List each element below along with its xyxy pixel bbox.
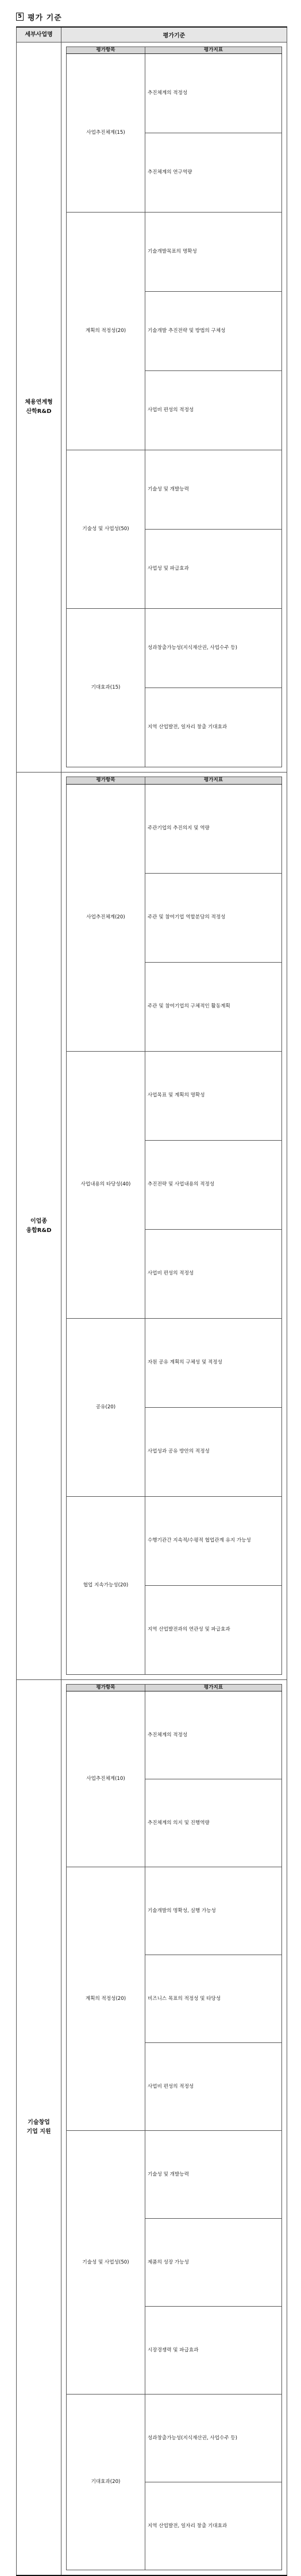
header-eval-indicator: 평가지표 (145, 777, 282, 784)
eval-indicator: 주관 및 참여기업의 구체적인 활동계획 (145, 962, 282, 1051)
criteria-cell (61, 43, 287, 773)
table-row (67, 450, 282, 530)
sub-program-name-line: 체용연계형 (25, 399, 53, 406)
eval-indicator: 사업성과 공유 방안의 적정성 (145, 1407, 282, 1496)
eval-indicator: 사업비 편성의 적정성 (145, 1229, 282, 1318)
eval-item: 사업추진체계(20) (67, 784, 145, 1051)
header-eval-item: 평가항목 (67, 47, 145, 54)
table-row (67, 609, 282, 688)
criteria-wrap (61, 43, 287, 772)
eval-item: 사업내용의 타당성(40) (67, 1051, 145, 1318)
table-row (67, 2395, 282, 2482)
section-row (17, 773, 287, 1679)
eval-indicator: 수행기관간 지속적/수평적 협업관계 유지 가능성 (145, 1496, 282, 1585)
criteria-cell (61, 1679, 287, 2575)
eval-indicator: 제품의 성장 가능성 (145, 2219, 282, 2307)
eval-indicator: 시장경쟁력 및 파급효과 (145, 2307, 282, 2395)
sub-program-name-line: 산학R&D (26, 408, 52, 415)
eval-indicator: 지역 산업발전, 일자리 창출 기대효과 (145, 688, 282, 767)
criteria-header-row (67, 777, 282, 784)
sub-program-name (17, 1679, 61, 2575)
table-row (67, 213, 282, 292)
criteria-table (66, 777, 282, 1674)
eval-indicator: 주관 및 참여기업 역할분담의 적정성 (145, 873, 282, 962)
eval-indicator: 사업비 편성의 적정성 (145, 2043, 282, 2131)
eval-indicator: 사업목표 및 계획의 명확성 (145, 1051, 282, 1140)
eval-item: 계획의 적정성(20) (67, 1867, 145, 2131)
criteria-wrap (61, 1680, 287, 2575)
header-eval-indicator: 평가지표 (145, 1684, 282, 1691)
eval-indicator: 지역 산업발전과의 연관성 및 파급효과 (145, 1585, 282, 1674)
table-row (67, 784, 282, 873)
evaluation-criteria-table (16, 26, 287, 2576)
table-row (67, 1691, 282, 1779)
eval-indicator: 기술개발의 명확성, 실행 가능성 (145, 1867, 282, 1955)
outer-body (17, 43, 287, 2576)
criteria-table (66, 47, 282, 767)
eval-indicator: 추진체계의 적정성 (145, 54, 282, 133)
criteria-header-row (67, 47, 282, 54)
section-row (17, 1679, 287, 2575)
eval-indicator: 자원 공유 계획의 구체성 및 적정성 (145, 1318, 282, 1407)
table-row (67, 2131, 282, 2219)
section-number-box: 5 (16, 13, 24, 21)
sub-program-name-line: 이업종 (30, 1218, 47, 1225)
sub-program-name-line: 융합R&D (26, 1227, 52, 1234)
eval-indicator: 사업성 및 파급효과 (145, 530, 282, 609)
table-row (67, 1051, 282, 1140)
eval-indicator: 추진전략 및 사업내용의 적정성 (145, 1140, 282, 1229)
criteria-header-row (67, 1684, 282, 1691)
sub-program-name-line: 기업 지원 (26, 2129, 51, 2135)
eval-item: 협업 지속가능성(20) (67, 1496, 145, 1674)
eval-indicator: 비즈니스 목표의 적정성 및 타당성 (145, 1955, 282, 2043)
eval-indicator: 기술성 및 개발능력 (145, 450, 282, 530)
eval-item: 기대효과(20) (67, 2395, 145, 2570)
eval-indicator: 주관기업의 추진의지 및 역량 (145, 784, 282, 873)
table-row (67, 1318, 282, 1407)
eval-item: 사업추진체계(15) (67, 54, 145, 213)
eval-indicator: 성과창출가능성(지식재산권, 사업수주 등) (145, 2395, 282, 2482)
eval-indicator: 기술성 및 개발능력 (145, 2131, 282, 2219)
table-row (67, 1867, 282, 1955)
header-eval-criteria: 평가기준 (61, 27, 287, 43)
header-eval-item: 평가항목 (67, 1684, 145, 1691)
section-row (17, 43, 287, 773)
eval-indicator: 기술개발목표의 명확성 (145, 213, 282, 292)
eval-item: 계획의 적정성(20) (67, 213, 145, 450)
eval-item: 기술성 및 사업성(50) (67, 450, 145, 609)
eval-indicator: 추진체계의 연구역량 (145, 133, 282, 213)
header-eval-item: 평가항목 (67, 777, 145, 784)
eval-indicator: 추진체계의 의지 및 진행역량 (145, 1779, 282, 1867)
eval-indicator: 성과창출가능성(지식재산권, 사업수주 등) (145, 609, 282, 688)
criteria-table (66, 1684, 282, 2570)
eval-indicator: 지역 산업발전, 일자리 창출 기대효과 (145, 2482, 282, 2570)
eval-item: 기대효과(15) (67, 609, 145, 767)
outer-header-row (17, 27, 287, 43)
criteria-wrap (61, 773, 287, 1679)
section-title: 평가 기준 (28, 13, 62, 22)
eval-indicator: 기술개발 추진전략 및 방법의 구체성 (145, 292, 282, 371)
header-eval-indicator: 평가지표 (145, 47, 282, 54)
sub-program-name (17, 43, 61, 773)
sub-program-name-line: 기술창업 (28, 2119, 50, 2126)
table-row (67, 1496, 282, 1585)
eval-item: 기술성 및 사업성(50) (67, 2131, 145, 2395)
eval-indicator: 사업비 편성의 적정성 (145, 371, 282, 450)
eval-indicator: 추진체계의 적정성 (145, 1691, 282, 1779)
header-sub-program: 세부사업명 (17, 27, 61, 43)
sub-program-name (17, 773, 61, 1679)
section-heading (16, 10, 62, 23)
eval-item: 사업추진체계(10) (67, 1691, 145, 1867)
eval-item: 공유(20) (67, 1318, 145, 1496)
criteria-cell (61, 773, 287, 1679)
table-row (67, 54, 282, 133)
